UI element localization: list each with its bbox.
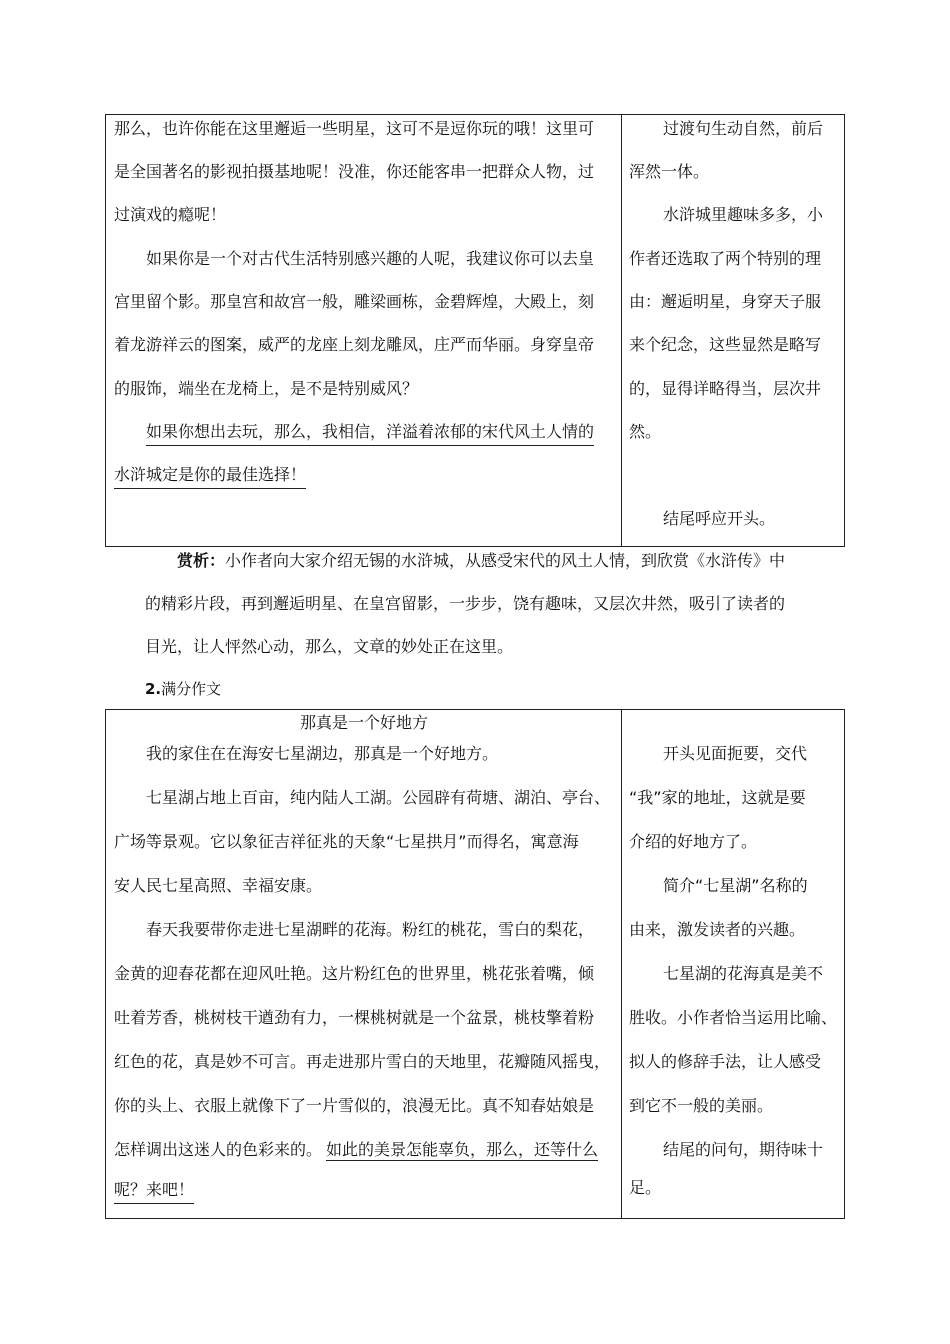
essay-line-underlined: 呢？来吧！ [114, 1178, 194, 1204]
essay-text: 怎样调出这迷人的色彩来的。 [114, 1140, 323, 1159]
essay-line: 那么，也许你能在这里邂逅一些明星，这可不是逗你玩的哦！这里可 [114, 119, 595, 138]
comment-line: 由：邂逅明星，身穿天子服 [629, 292, 822, 311]
comment-line: 拟人的修辞手法，让人感受 [629, 1052, 822, 1071]
essay-line-underlined: 水浒城定是你的最佳选择！ [114, 463, 306, 489]
section-number: 2. [145, 680, 162, 698]
essay-line: 春天我要带你走进七星湖畔的花海。粉红的桃花，雪白的梨花， [146, 920, 595, 939]
analysis-line: 目光，让人怦然心动，那么，文章的妙处正在这里。 [145, 637, 514, 656]
essay-title: 那真是一个好地方 [299, 713, 428, 732]
essay-line: 金黄的迎春花都在迎风吐艳。这片粉红色的世界里，桃花张着嘴，倾 [114, 964, 595, 983]
essay-line: 着龙游祥云的图案，威严的龙座上刻龙雕凤，庄严而华丽。身穿皇帝 [114, 335, 595, 354]
section-title-text: 满分作文 [161, 680, 222, 698]
annotated-essay-table-2 [105, 709, 845, 1219]
comment-line: 七星湖的花海真是美不 [663, 964, 824, 983]
comment-line: 简介“七星湖”名称的 [663, 876, 808, 895]
essay-line: 安人民七星高照、幸福安康。 [114, 876, 323, 895]
comment-line: 足。 [629, 1178, 662, 1197]
annotated-essay-table-1 [105, 114, 845, 547]
table-divider [621, 710, 622, 1218]
comment-line: 由来，激发读者的兴趣。 [629, 920, 806, 939]
essay-line: 你的头上、衣服上就像下了一片雪似的，浪漫无比。真不知春姑娘是 [114, 1096, 595, 1115]
analysis-label: 赏析： [177, 551, 226, 570]
essay-line: 如果你是一个对古代生活特别感兴趣的人呢，我建议你可以去皇 [146, 249, 595, 268]
section-heading [145, 678, 221, 700]
essay-line: 是全国著名的影视拍摄基地呢！没准，你还能客串一把群众人物，过 [114, 162, 595, 181]
analysis-line: 的精彩片段，再到邂逅明星、在皇宫留影，一步步，饶有趣味，又层次井然，吸引了读者的 [145, 594, 786, 613]
comment-line: 的，显得详略得当，层次井 [629, 379, 822, 398]
analysis-first-line [177, 549, 785, 573]
comment-line: 然。 [629, 422, 662, 441]
comment-line: 结尾的问句，期待味十 [663, 1140, 824, 1159]
essay-line: 七星湖占地上百亩，纯内陆人工湖。公园辟有荷塘、湖泊、亭台、 [146, 788, 611, 807]
comment-line: 开头见面扼要，交代 [663, 744, 808, 763]
comment-line: 水浒城里趣味多多，小 [663, 205, 824, 224]
comment-line: 作者还选取了两个特别的理 [629, 249, 822, 268]
essay-line: 红色的花，真是妙不可言。再走进那片雪白的天地里，花瓣随风摇曳， [114, 1052, 611, 1071]
comment-line: 结尾呼应开头。 [663, 509, 776, 528]
analysis-text: 小作者向大家介绍无锡的水浒城，从感受宋代的风土人情，到欣赏《水浒传》中 [225, 551, 786, 570]
table-divider [621, 115, 622, 546]
essay-line: 宫里留个影。那皇宫和故宫一般，雕梁画栋，金碧辉煌，大殿上，刻 [114, 292, 595, 311]
comment-line: 来个纪念，这些显然是略写 [629, 335, 822, 354]
comment-line: 到它不一般的美丽。 [629, 1096, 774, 1115]
essay-text-underlined: 如此的美景怎能辜负，那么，还等什么 [326, 1140, 599, 1159]
essay-line-underlined: 如果你想出去玩，那么，我相信，洋溢着浓郁的宋代风土人情的 [146, 420, 594, 446]
comment-line: “我”家的地址，这就是要 [629, 788, 806, 807]
essay-line: 广场等景观。它以象征吉祥征兆的天象“七星拱月”而得名，寓意海 [114, 832, 579, 851]
comment-line: 介绍的好地方了。 [629, 832, 758, 851]
essay-line: 的服饰，端坐在龙椅上，是不是特别威风？ [114, 379, 419, 398]
essay-line: 吐着芳香，桃树枝干遒劲有力，一棵桃树就是一个盆景，桃枝擎着粉 [114, 1008, 595, 1027]
comment-line: 过渡句生动自然，前后 [663, 119, 824, 138]
essay-line: 我的家住在在海安七星湖边，那真是一个好地方。 [146, 744, 499, 763]
essay-line: 过演戏的瘾呢！ [114, 205, 227, 224]
comment-line: 胜收。小作者恰当运用比喻、 [629, 1008, 838, 1027]
essay-line [114, 1138, 598, 1162]
comment-line: 浑然一体。 [629, 162, 710, 181]
